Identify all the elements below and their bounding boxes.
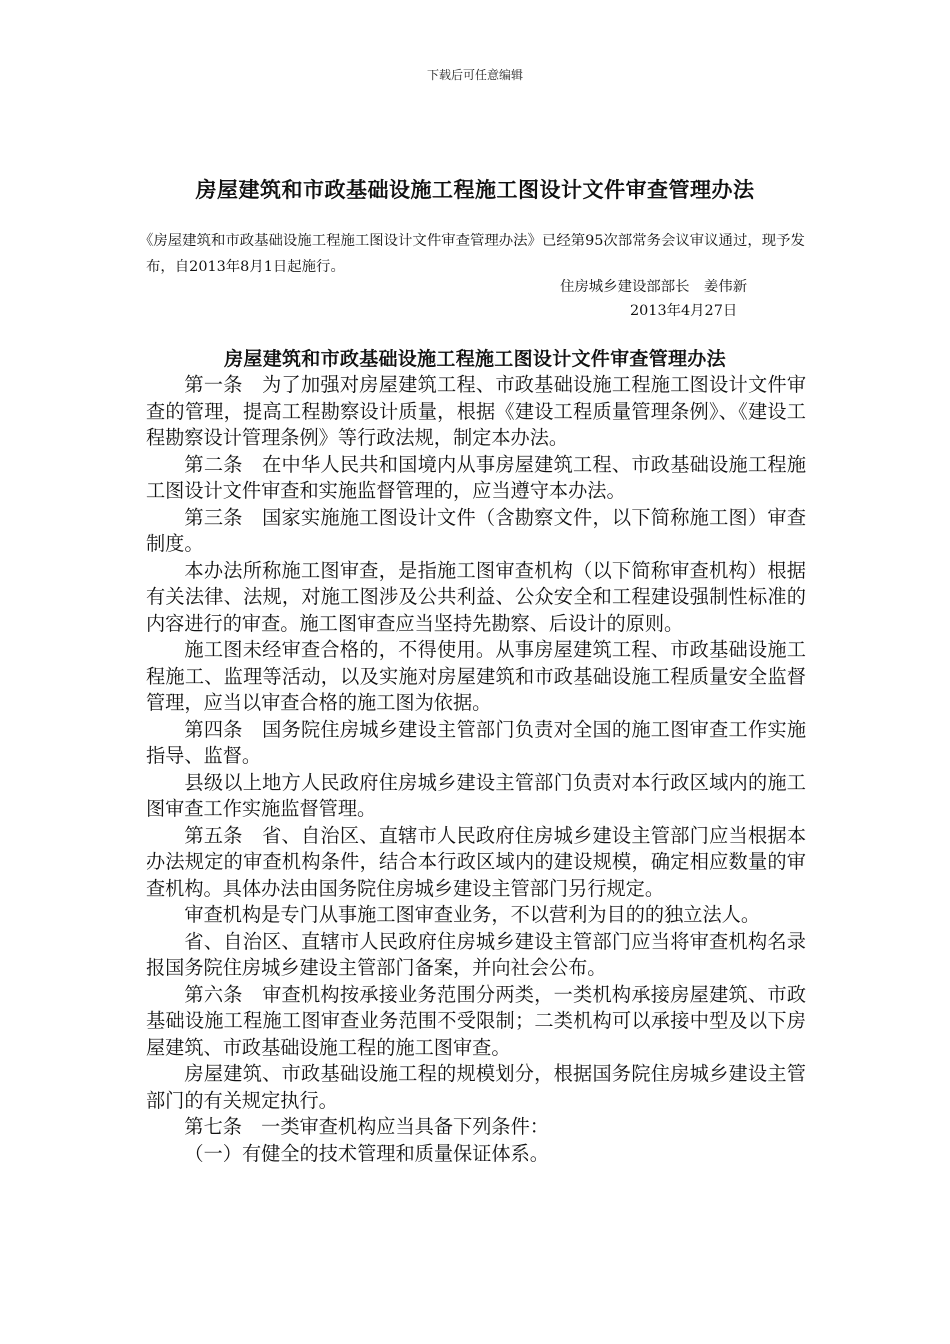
paragraph-text: 为了加强对房屋建筑工程、市政基础设施工程施工图设计文件审查的管理，提高工程勘察设计质量，根据《建设工程质量管理条例》、《建设工程勘察设计管理条例》等行政法规，制定本办法。 <box>146 373 807 449</box>
paragraph <box>146 717 806 770</box>
paragraph <box>146 505 806 558</box>
paragraph <box>146 1114 806 1141</box>
article-number: 第六条 <box>184 982 263 1006</box>
paragraph-text: 一类审查机构应当具备下列条件： <box>261 1115 549 1138</box>
paragraph <box>146 902 806 929</box>
paragraph <box>146 558 806 638</box>
paragraph <box>146 823 806 903</box>
paragraph <box>146 1061 806 1114</box>
article-number: 第二条 <box>184 452 263 476</box>
article-number: 第七条 <box>184 1115 262 1138</box>
paragraph <box>146 372 806 452</box>
paragraph-text: （一）有健全的技术管理和质量保证体系。 <box>184 1141 549 1165</box>
body-text <box>146 372 806 1167</box>
document-title: 房屋建筑和市政基础设施工程施工图设计文件审查管理办法 <box>195 177 755 202</box>
paragraph-text: 县级以上地方人民政府住房城乡建设主管部门负责对本行政区域内的施工图审查工作实施监督管理。 <box>146 770 806 820</box>
paragraph <box>146 1141 806 1168</box>
paragraph-text: 审查机构按承接业务范围分两类，一类机构承接房屋建筑、市政基础设施工程施工图审查业务范围不受限制；二类机构可以承接中型及以下房屋建筑、市政基础设施工程的施工图审查。 <box>146 982 807 1059</box>
paragraph-text: 省、自治区、直辖市人民政府住房城乡建设主管部门应当将审查机构名录报国务院住房城乡建设主管部门备案，并向社会公布。 <box>146 929 806 979</box>
paragraph-text: 国家实施施工图设计文件（含勘察文件，以下简称施工图）审查制度。 <box>146 505 807 555</box>
article-number: 第四条 <box>184 717 263 741</box>
signature-name: 住房城乡建设部部长 姜伟新 <box>560 279 748 295</box>
article-number: 第五条 <box>184 823 263 847</box>
paragraph-text: 房屋建筑、市政基础设施工程的规模划分，根据国务院住房城乡建设主管部门的有关规定执行。 <box>146 1062 806 1112</box>
paragraph-text: 本办法所称施工图审查，是指施工图审查机构（以下简称审查机构）根据有关法律、法规，对施工图涉及公共利益、公众安全和工程建设强制性标准的内容进行的审查。施工图审查应当坚持先勘察、后设计的原则。 <box>146 558 806 635</box>
paragraph <box>146 770 806 823</box>
signature-date: 2013年4月27日 <box>630 303 738 319</box>
body-title: 房屋建筑和市政基础设施工程施工图设计文件审查管理办法 <box>224 348 726 370</box>
paragraph <box>146 637 806 717</box>
announcement-paragraph: 《房屋建筑和市政基础设施工程施工图设计文件审查管理办法》已经第95次部常务会议审议通过，现予发布，自2013年8月1日起施行。 <box>139 233 805 275</box>
paragraph-text: 国务院住房城乡建设主管部门负责对全国的施工图审查工作实施指导、监督。 <box>146 717 807 767</box>
article-number: 第一条 <box>184 373 263 396</box>
article-number: 第三条 <box>184 505 263 529</box>
paragraph-text: 审查机构是专门从事施工图审查业务，不以营利为目的的独立法人。 <box>184 903 761 926</box>
paragraph <box>146 452 806 505</box>
header-note: 下载后可任意编辑 <box>426 68 523 82</box>
paragraph <box>146 982 806 1062</box>
paragraph-text: 施工图未经审查合格的，不得使用。从事房屋建筑工程、市政基础设施工程施工、监理等活动，以及实施对房屋建筑和市政基础设施工程质量安全监督管理，应当以审查合格的施工图为依据。 <box>146 638 806 714</box>
paragraph-text: 省、自治区、直辖市人民政府住房城乡建设主管部门应当根据本办法规定的审查机构条件，结合本行政区域内的建设规模，确定相应数量的审查机构。具体办法由国务院住房城乡建设主管部门另行规定。 <box>146 823 807 900</box>
paragraph-text: 在中华人民共和国境内从事房屋建筑工程、市政基础设施工程施工图设计文件审查和实施监督管理的，应当遵守本办法。 <box>146 452 807 502</box>
paragraph <box>146 929 806 982</box>
